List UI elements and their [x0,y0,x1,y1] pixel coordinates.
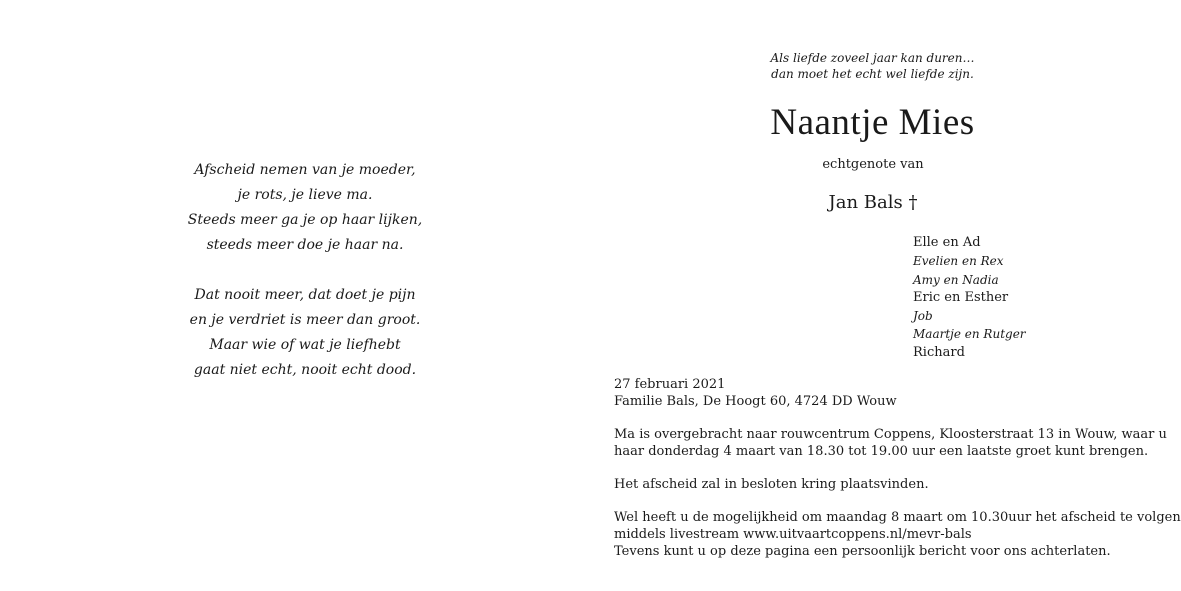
poem-line: en je verdriet is meer dan groot. [189,312,421,328]
family-member: Maartje en Rutger [913,327,1026,342]
spouse-label: echtgenote van [822,157,924,172]
date-address-block [614,376,1159,410]
family-member: Eric en Esther [913,289,1009,305]
family-member: Amy en Nadia [913,272,999,287]
poem-stanza [180,158,430,258]
paragraph-line: haar donderdag 4 maart van 18.30 tot 19.00 uur een laatste groet kunt brengen. [614,444,1149,459]
family-member: Evelien en Rex [913,254,1004,269]
paragraph-line: Wel heeft u de mogelijkheid om maandag 8 maart om 10.30uur het afscheid te volgen [614,510,1181,525]
poem-line: Dat nooit meer, dat doet je pijn [194,287,416,303]
motto-line: Als liefde zoveel jaar kan duren… [770,51,975,65]
family-member: Richard [913,344,965,360]
family-member: Job [913,309,933,324]
poem-line: Afscheid nemen van je moeder, [194,162,416,178]
date: 27 februari 2021 [614,377,726,392]
paragraph-line: Het afscheid zal in besloten kring plaatsvinden. [614,477,929,492]
poem [180,158,430,408]
paragraph-line: Ma is overgebracht naar rouwcentrum Coppens, Kloosterstraat 13 in Wouw, waar u [614,427,1167,442]
poem-line: Maar wie of wat je liefhebt [209,337,401,353]
funeral-info [614,376,1181,576]
poem-stanza [180,283,430,383]
family-list [913,234,1113,362]
spouse-name: Jan Bals † [828,192,918,213]
family-member: Elle en Ad [913,235,981,250]
motto-line: dan moet het echt wel liefde zijn. [771,67,974,81]
poem-line: steeds meer doe je haar na. [206,237,404,253]
viewing-paragraph [614,426,1167,460]
livestream-paragraph [614,509,1181,560]
deceased-name: Naantje Mies [770,102,975,143]
paragraph-line: Tevens kunt u op deze pagina een persoonlijk bericht voor ons achterlaten. [614,544,1111,559]
motto [740,50,1005,82]
poem-line: je rots, je lieve ma. [237,187,373,203]
livestream-link[interactable]: middels livestream www.uitvaartcoppens.nl/mevr-bals [614,527,972,542]
poem-line: Steeds meer ga je op haar lijken, [187,212,423,228]
ceremony-paragraph [614,476,1159,493]
family-address: Familie Bals, De Hoogt 60, 4724 DD Wouw [614,394,897,409]
poem-line: gaat niet echt, nooit echt dood. [193,362,417,378]
